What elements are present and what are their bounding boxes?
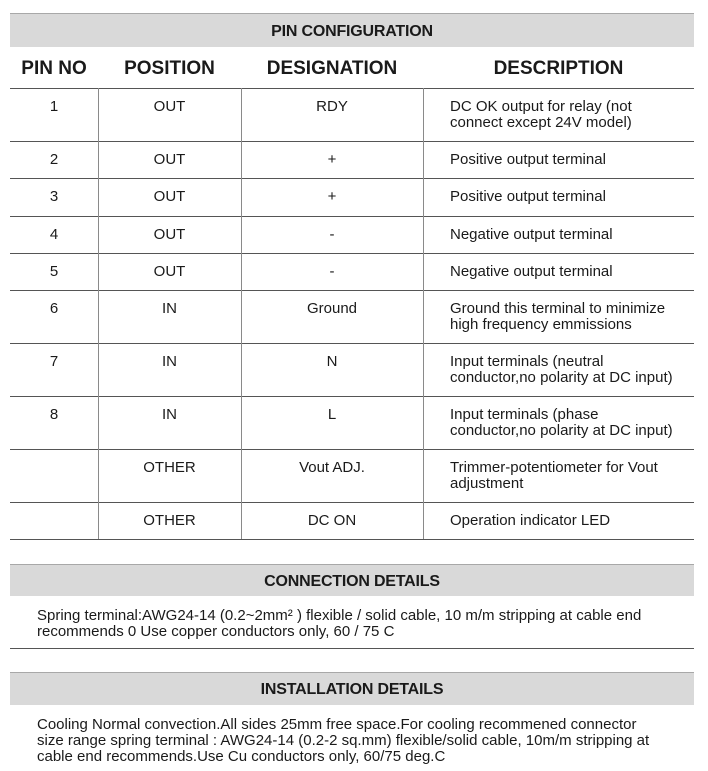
pin-description: DC OK output for relay (not — [450, 98, 632, 115]
pin-number: 6 — [49, 300, 59, 317]
pin-description: adjustment — [450, 475, 524, 492]
pin-position: OTHER — [143, 512, 196, 529]
pin-position: OUT — [153, 188, 186, 205]
pin-description: Negative output terminal — [450, 226, 613, 243]
table-row-divider — [10, 178, 694, 179]
table-row-divider — [10, 396, 694, 397]
pin-designation: Vout ADJ. — [299, 459, 365, 476]
installation-details-title: INSTALLATION DETAILS — [10, 672, 694, 705]
pin-designation: Ground — [306, 300, 358, 317]
pin-description: Positive output terminal — [450, 151, 606, 168]
table-row-divider — [10, 141, 694, 142]
col-header-pin-no: PIN NO — [21, 58, 87, 79]
pin-position: OUT — [153, 98, 186, 115]
pin-designation: + — [327, 151, 337, 168]
col-header-position: POSITION — [124, 58, 215, 79]
pin-description: conductor,no polarity at DC input) — [450, 422, 673, 439]
pin-designation: + — [327, 188, 337, 205]
table-row-divider — [10, 216, 694, 217]
pin-number: 4 — [49, 226, 59, 243]
pin-description: Ground this terminal to minimize — [450, 300, 666, 317]
pin-description: Trimmer-potentiometer for Vout — [450, 459, 658, 476]
pin-position: OUT — [153, 226, 186, 243]
pin-description: conductor,no polarity at DC input) — [450, 369, 673, 386]
pin-number: 2 — [49, 151, 59, 168]
pin-number: 8 — [49, 406, 59, 423]
pin-position: IN — [162, 300, 177, 317]
table-column-divider — [423, 88, 424, 539]
table-row-divider — [10, 449, 694, 450]
pin-position: IN — [162, 406, 177, 423]
pin-description: Negative output terminal — [450, 263, 613, 280]
pin-description: Operation indicator LED — [450, 512, 611, 529]
table-row-divider — [10, 88, 694, 89]
pin-description: high frequency emmissions — [450, 316, 632, 333]
col-header-designation: DESIGNATION — [266, 58, 398, 79]
pin-number: 7 — [49, 353, 59, 370]
pin-designation: - — [329, 226, 335, 243]
connection-line-1: Spring terminal:AWG24-14 (0.2~2mm² ) flexible / solid cable, 10 m/m stripping at cable end — [37, 607, 642, 624]
connection-divider — [10, 648, 694, 649]
table-row-divider — [10, 502, 694, 503]
installation-line-2: size range spring terminal : AWG24-14 (0.2-2 sq.mm) flexible/solid cable, 10m/m stripping at — [37, 732, 650, 749]
pin-designation: - — [329, 263, 335, 280]
pin-position: IN — [162, 353, 177, 370]
pin-designation: RDY — [316, 98, 348, 115]
installation-line-1: Cooling Normal convection.All sides 25mm free space.For cooling recommened connector — [37, 716, 637, 733]
pin-designation: N — [326, 353, 338, 370]
pin-designation: L — [327, 406, 337, 423]
table-row-divider — [10, 290, 694, 291]
pin-number: 5 — [49, 263, 59, 280]
installation-line-3: cable end recommends.Use Cu conductors only, 60/75 deg.C — [37, 748, 446, 765]
pin-designation: DC ON — [307, 512, 357, 529]
pin-description: connect except 24V model) — [450, 114, 632, 131]
connection-details-title: CONNECTION DETAILS — [10, 564, 694, 596]
connection-line-2: recommends 0 Use copper conductors only, 60 / 75 C — [37, 623, 395, 640]
table-row-divider — [10, 253, 694, 254]
pin-description: Input terminals (neutral — [450, 353, 604, 370]
pin-description: Input terminals (phase — [450, 406, 599, 423]
col-header-description: DESCRIPTION — [493, 58, 624, 79]
pin-configuration-title: PIN CONFIGURATION — [10, 13, 694, 47]
pin-number: 3 — [49, 188, 59, 205]
table-row-divider — [10, 539, 694, 540]
pin-position: OUT — [153, 151, 186, 168]
pin-position: OTHER — [143, 459, 196, 476]
table-row-divider — [10, 343, 694, 344]
pin-number: 1 — [49, 98, 59, 115]
pin-position: OUT — [153, 263, 186, 280]
pin-description: Positive output terminal — [450, 188, 606, 205]
